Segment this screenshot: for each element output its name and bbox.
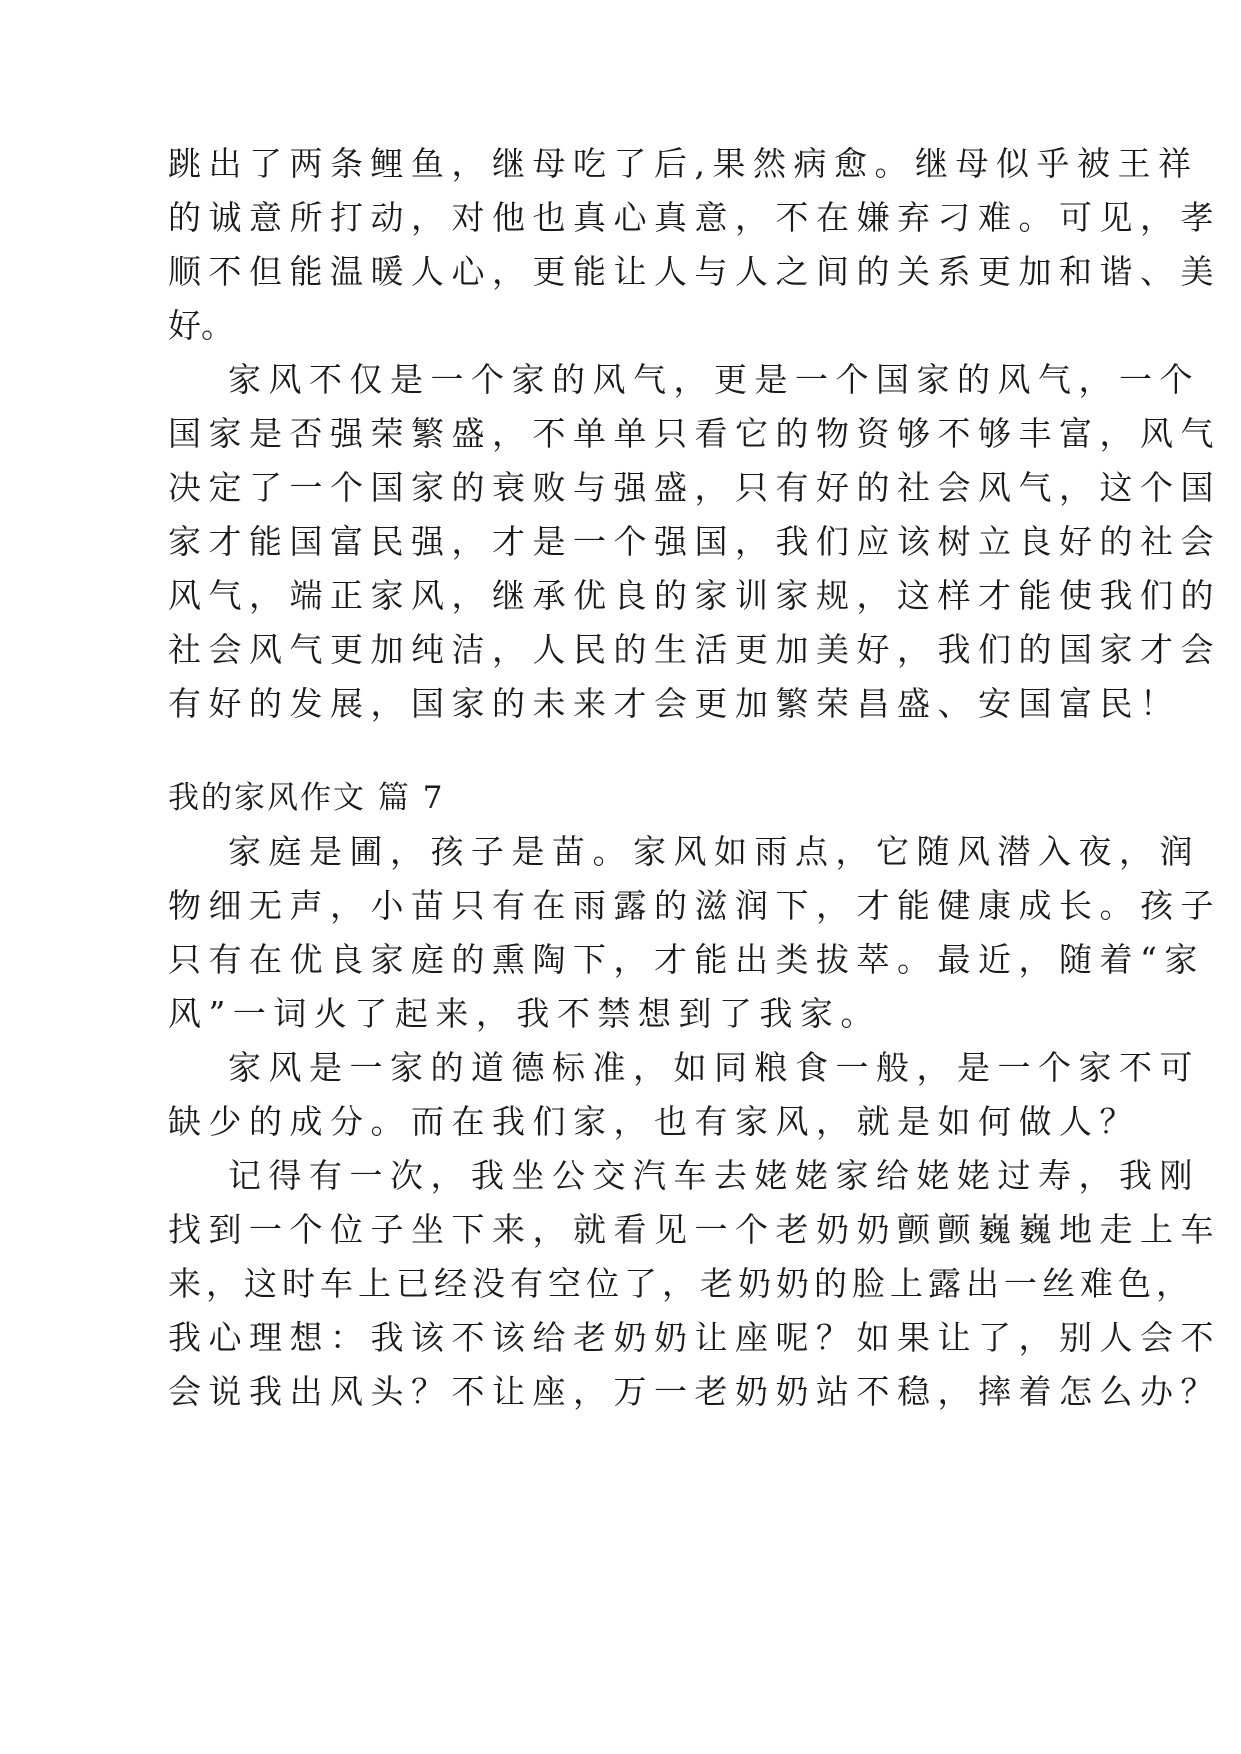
paragraph-line: 顺不但能温暖人心，更能让人与人之间的关系更加和谐、美 — [168, 252, 1221, 291]
paragraph-line: 只有在优良家庭的熏陶下，才能出类拔萃。最近，随着“家 — [168, 940, 1205, 979]
paragraph-line: 风气，端正家风，继承优良的家训家规，这样才能使我们的 — [168, 576, 1221, 615]
paragraph-line: 家才能国富民强，才是一个强国，我们应该树立良好的社会 — [168, 522, 1221, 561]
paragraph-line: 有好的发展，国家的未来才会更加繁荣昌盛、安国富民！ — [168, 684, 1181, 723]
paragraph-line: 缺少的成分。而在我们家，也有家风，就是如何做人？ — [168, 1102, 1140, 1141]
paragraph-line: 家风不仅是一个家的风气，更是一个国家的风气，一个 — [228, 360, 1200, 399]
paragraph-line: 找到一个位子坐下来，就看见一个老奶奶颤颤巍巍地走上车 — [168, 1210, 1221, 1249]
paragraph-line: 来，这时车上已经没有空位了，老奶奶的脸上露出一丝难色， — [168, 1264, 1194, 1303]
paragraph-line: 好。 — [168, 306, 234, 345]
paragraph-line: 风”一词火了起来，我不禁想到了我家。 — [168, 994, 881, 1033]
paragraph-line: 的诚意所打动，对他也真心真意，不在嫌弃刁难。可见，孝 — [168, 198, 1221, 237]
paragraph-line: 决定了一个国家的衰败与强盛，只有好的社会风气，这个国 — [168, 468, 1221, 507]
paragraph-line: 记得有一次，我坐公交汽车去姥姥家给姥姥过寿，我刚 — [228, 1156, 1200, 1195]
paragraph-line: 物细无声，小苗只有在雨露的滋润下，才能健康成长。孩子 — [168, 886, 1221, 925]
paragraph-line: 我心理想：我该不该给老奶奶让座呢？如果让了，别人会不 — [168, 1318, 1221, 1357]
paragraph-line: 会说我出风头？不让座，万一老奶奶站不稳，摔着怎么办？ — [168, 1372, 1221, 1411]
paragraph-line: 社会风气更加纯洁，人民的生活更加美好，我们的国家才会 — [168, 630, 1221, 669]
paragraph-line: 家庭是圃，孩子是苗。家风如雨点，它随风潜入夜，润 — [228, 832, 1200, 871]
paragraph-line: 国家是否强荣繁盛，不单单只看它的物资够不够丰富，风气 — [168, 414, 1221, 453]
paragraph-line: 家风是一家的道德标准，如同粮食一般，是一个家不可 — [228, 1048, 1200, 1087]
section-heading: 我的家风作文 篇 7 — [168, 780, 445, 816]
paragraph-line: 跳出了两条鲤鱼，继母吃了后,果然病愈。继母似乎被王祥 — [168, 144, 1199, 183]
